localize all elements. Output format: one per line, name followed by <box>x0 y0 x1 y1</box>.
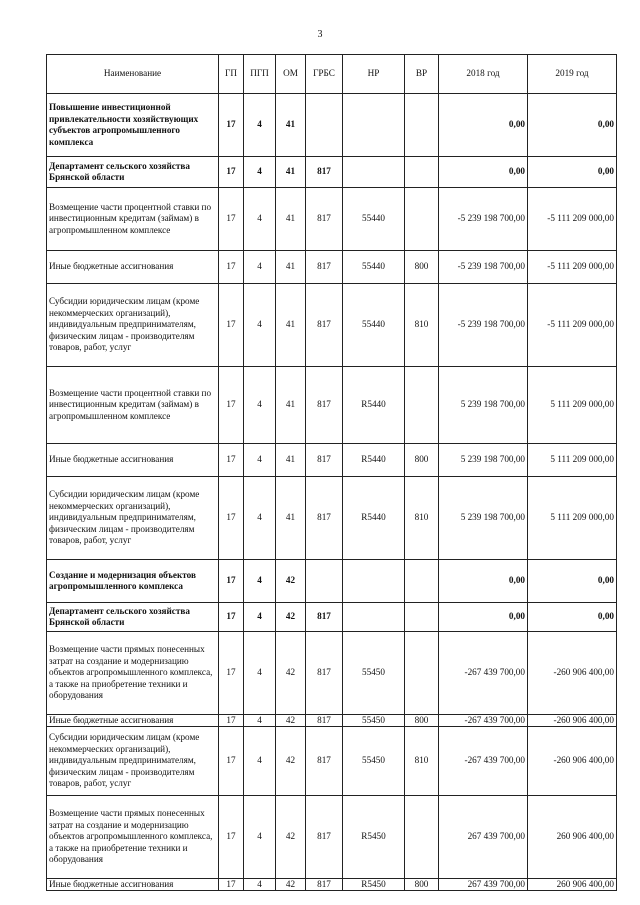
header-om: ОМ <box>276 55 306 94</box>
row-pgp: 4 <box>244 727 276 796</box>
row-2019: -260 906 400,00 <box>528 727 617 796</box>
row-2019: -5 111 209 000,00 <box>528 284 617 367</box>
row-name: Субсидии юридическим лицам (кроме некоммерческих организаций), индивидуальным предпринимателям, физическим лицам - производителям товаров, работ, услуг <box>47 284 219 367</box>
row-gp: 17 <box>219 157 244 188</box>
row-nr: 55440 <box>343 284 405 367</box>
table-row <box>47 477 617 560</box>
row-2018: 0,00 <box>439 603 528 632</box>
row-nr: R5450 <box>343 796 405 879</box>
row-gp: 17 <box>219 603 244 632</box>
row-name: Иные бюджетные ассигнования <box>47 444 219 477</box>
row-gp: 17 <box>219 367 244 444</box>
row-om: 42 <box>276 727 306 796</box>
header-2019: 2019 год <box>528 55 617 94</box>
row-nr <box>343 603 405 632</box>
row-pgp: 4 <box>244 94 276 157</box>
header-vr: ВР <box>405 55 439 94</box>
row-nr: R5440 <box>343 444 405 477</box>
row-nr: 55440 <box>343 251 405 284</box>
row-2019: -260 906 400,00 <box>528 632 617 715</box>
row-2018: -5 239 198 700,00 <box>439 188 528 251</box>
table-row <box>47 367 617 444</box>
table-row <box>47 251 617 284</box>
row-grbs: 817 <box>306 444 343 477</box>
row-vr: 810 <box>405 284 439 367</box>
row-gp: 17 <box>219 632 244 715</box>
header-nr: НР <box>343 55 405 94</box>
row-grbs <box>306 94 343 157</box>
row-pgp: 4 <box>244 715 276 727</box>
table-row <box>47 560 617 603</box>
row-2019: 0,00 <box>528 560 617 603</box>
row-vr <box>405 94 439 157</box>
table-row <box>47 796 617 879</box>
row-2018: -267 439 700,00 <box>439 632 528 715</box>
row-grbs: 817 <box>306 727 343 796</box>
row-2019: -5 111 209 000,00 <box>528 251 617 284</box>
row-nr: R5440 <box>343 367 405 444</box>
row-name: Возмещение части прямых понесенных затрат на создание и модернизацию объектов агропромышленного комплекса, а также на приобретение техники и оборудования <box>47 796 219 879</box>
row-vr <box>405 796 439 879</box>
row-om: 42 <box>276 603 306 632</box>
row-2018: 5 239 198 700,00 <box>439 444 528 477</box>
row-gp: 17 <box>219 188 244 251</box>
row-grbs <box>306 560 343 603</box>
row-pgp: 4 <box>244 251 276 284</box>
row-name: Возмещение части процентной ставки по инвестиционным кредитам (займам) в агропромышленном комплексе <box>47 188 219 251</box>
row-name: Субсидии юридическим лицам (кроме некоммерческих организаций), индивидуальным предпринимателям, физическим лицам - производителям товаров, работ, услуг <box>47 477 219 560</box>
header-name: Наименование <box>47 55 219 94</box>
row-gp: 17 <box>219 796 244 879</box>
row-2019: 260 906 400,00 <box>528 796 617 879</box>
row-2018: 267 439 700,00 <box>439 796 528 879</box>
row-2019: 260 906 400,00 <box>528 879 617 891</box>
row-gp: 17 <box>219 251 244 284</box>
row-2019: 0,00 <box>528 603 617 632</box>
row-gp: 17 <box>219 444 244 477</box>
row-gp: 17 <box>219 477 244 560</box>
row-name: Возмещение части процентной ставки по инвестиционным кредитам (займам) в агропромышленном комплексе <box>47 367 219 444</box>
row-grbs: 817 <box>306 879 343 891</box>
row-vr: 800 <box>405 715 439 727</box>
row-2019: 0,00 <box>528 94 617 157</box>
row-vr: 800 <box>405 879 439 891</box>
row-2018: -267 439 700,00 <box>439 715 528 727</box>
table-row <box>47 157 617 188</box>
table-row <box>47 715 617 727</box>
row-nr: 55450 <box>343 727 405 796</box>
page-number: 3 <box>317 29 323 40</box>
row-pgp: 4 <box>244 157 276 188</box>
row-gp: 17 <box>219 727 244 796</box>
row-gp: 17 <box>219 284 244 367</box>
row-nr: R5440 <box>343 477 405 560</box>
row-om: 42 <box>276 715 306 727</box>
row-om: 41 <box>276 367 306 444</box>
row-om: 41 <box>276 94 306 157</box>
table-header-row <box>47 55 617 94</box>
row-grbs: 817 <box>306 715 343 727</box>
row-2019: -5 111 209 000,00 <box>528 188 617 251</box>
row-nr <box>343 560 405 603</box>
row-grbs: 817 <box>306 603 343 632</box>
row-nr: 55450 <box>343 715 405 727</box>
row-om: 42 <box>276 796 306 879</box>
row-pgp: 4 <box>244 444 276 477</box>
row-gp: 17 <box>219 715 244 727</box>
row-2018: -267 439 700,00 <box>439 727 528 796</box>
row-om: 42 <box>276 879 306 891</box>
row-pgp: 4 <box>244 284 276 367</box>
row-2019: 5 111 209 000,00 <box>528 477 617 560</box>
row-om: 42 <box>276 632 306 715</box>
row-om: 41 <box>276 188 306 251</box>
row-2018: 0,00 <box>439 560 528 603</box>
row-grbs: 817 <box>306 367 343 444</box>
row-vr <box>405 157 439 188</box>
header-gp: ГП <box>219 55 244 94</box>
row-pgp: 4 <box>244 603 276 632</box>
row-pgp: 4 <box>244 879 276 891</box>
row-name: Создание и модернизация объектов агропромышленного комплекса <box>47 560 219 603</box>
row-gp: 17 <box>219 879 244 891</box>
row-2019: -260 906 400,00 <box>528 715 617 727</box>
row-2018: 5 239 198 700,00 <box>439 367 528 444</box>
table-row <box>47 603 617 632</box>
row-vr <box>405 367 439 444</box>
row-pgp: 4 <box>244 367 276 444</box>
row-grbs: 817 <box>306 477 343 560</box>
row-pgp: 4 <box>244 632 276 715</box>
row-gp: 17 <box>219 560 244 603</box>
table-row <box>47 727 617 796</box>
row-om: 41 <box>276 157 306 188</box>
row-2019: 5 111 209 000,00 <box>528 444 617 477</box>
row-om: 41 <box>276 444 306 477</box>
row-nr: R5450 <box>343 879 405 891</box>
row-2019: 0,00 <box>528 157 617 188</box>
row-2019: 5 111 209 000,00 <box>528 367 617 444</box>
row-name: Департамент сельского хозяйства Брянской области <box>47 157 219 188</box>
row-nr: 55450 <box>343 632 405 715</box>
row-vr: 810 <box>405 477 439 560</box>
row-grbs: 817 <box>306 284 343 367</box>
row-name: Субсидии юридическим лицам (кроме некоммерческих организаций), индивидуальным предпринимателям, физическим лицам - производителям товаров, работ, услуг <box>47 727 219 796</box>
row-pgp: 4 <box>244 560 276 603</box>
row-vr <box>405 632 439 715</box>
table-row <box>47 879 617 891</box>
budget-table <box>46 54 617 891</box>
row-name: Департамент сельского хозяйства Брянской области <box>47 603 219 632</box>
row-vr <box>405 188 439 251</box>
row-name: Иные бюджетные ассигнования <box>47 251 219 284</box>
row-pgp: 4 <box>244 188 276 251</box>
row-om: 41 <box>276 477 306 560</box>
row-2018: -5 239 198 700,00 <box>439 251 528 284</box>
row-2018: 0,00 <box>439 157 528 188</box>
row-vr: 810 <box>405 727 439 796</box>
row-2018: 0,00 <box>439 94 528 157</box>
row-2018: 267 439 700,00 <box>439 879 528 891</box>
row-nr <box>343 94 405 157</box>
table-row <box>47 94 617 157</box>
row-name: Повышение инвестиционной привлекательности хозяйствующих субъектов агропромышленного комплекса <box>47 94 219 157</box>
header-grbs: ГРБС <box>306 55 343 94</box>
row-grbs: 817 <box>306 157 343 188</box>
table-row <box>47 188 617 251</box>
row-2018: 5 239 198 700,00 <box>439 477 528 560</box>
row-vr: 800 <box>405 444 439 477</box>
row-2018: -5 239 198 700,00 <box>439 284 528 367</box>
table-row <box>47 444 617 477</box>
row-pgp: 4 <box>244 796 276 879</box>
row-vr <box>405 560 439 603</box>
table-row <box>47 632 617 715</box>
row-vr: 800 <box>405 251 439 284</box>
row-grbs: 817 <box>306 188 343 251</box>
row-name: Иные бюджетные ассигнования <box>47 715 219 727</box>
row-nr: 55440 <box>343 188 405 251</box>
row-pgp: 4 <box>244 477 276 560</box>
header-pgp: ПГП <box>244 55 276 94</box>
row-name: Возмещение части прямых понесенных затрат на создание и модернизацию объектов агропромышленного комплекса, а также на приобретение техники и оборудования <box>47 632 219 715</box>
row-om: 42 <box>276 560 306 603</box>
row-name: Иные бюджетные ассигнования <box>47 879 219 891</box>
row-om: 41 <box>276 284 306 367</box>
header-2018: 2018 год <box>439 55 528 94</box>
table-row <box>47 284 617 367</box>
row-nr <box>343 157 405 188</box>
row-grbs: 817 <box>306 251 343 284</box>
row-gp: 17 <box>219 94 244 157</box>
row-om: 41 <box>276 251 306 284</box>
row-vr <box>405 603 439 632</box>
row-grbs: 817 <box>306 796 343 879</box>
row-grbs: 817 <box>306 632 343 715</box>
